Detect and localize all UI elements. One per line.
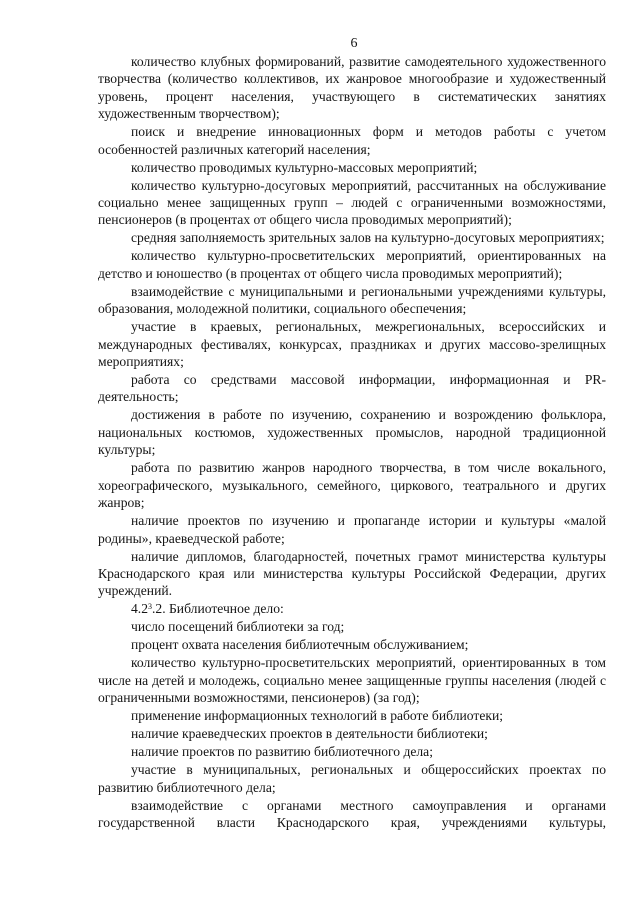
- paragraph-hall-occupancy: средняя заполняемость зрительных залов на культурно-досуговых мероприятиях;: [131, 230, 605, 246]
- paragraph-folklore: достижения в работе по изучению, сохранению и возрождению фольклора, национальных костюмов, художественных промыслов, народной традиционной культуры;: [98, 407, 606, 458]
- paragraph-library-government-cooperation: взаимодействие с органами местного самоуправления и органами государственной власти Краснодарского края, учреждениями культуры,: [98, 797, 606, 830]
- paragraph-youth-events: количество культурно-просветительских мероприятий, ориентированных на детство и юношество (в процентах от общего числа проводимых мероприятий);: [98, 248, 606, 281]
- page-number: 6: [350, 36, 358, 51]
- section-title: Библиотечное дело:: [169, 601, 284, 617]
- section-heading-library: [98, 600, 606, 617]
- paragraph-library-local-projects: наличие краеведческих проектов в деятельности библиотеки;: [131, 726, 488, 742]
- paragraph-library-project-participation: участие в муниципальных, региональных и общероссийских проектах по развитию библиотечного дела;: [98, 762, 606, 795]
- paragraph-local-history: наличие проектов по изучению и пропаганде истории и культуры «малой родины», краеведческой работе;: [98, 513, 606, 546]
- paragraph-library-coverage: процент охвата населения библиотечным обслуживанием;: [131, 637, 469, 653]
- section-number-suffix: .2.: [152, 601, 166, 617]
- paragraph-innovative-forms: поиск и внедрение инновационных форм и методов работы с учетом особенностей различных категорий населения;: [98, 124, 606, 157]
- paragraph-awards: наличие дипломов, благодарностей, почетных грамот министерства культуры Краснодарского края или министерства культуры Российской Федерации, других учреждений.: [98, 548, 606, 599]
- paragraph-library-events: количество культурно-просветительских мероприятий, ориентированных в том числе на детей и молодежь, социально менее защищенные группы населения (людей с ограниченными возможностями, пенсионеров) (за год);: [98, 655, 606, 706]
- paragraph-library-it: применение информационных технологий в работе библиотеки;: [131, 708, 504, 724]
- paragraph-library-visits: число посещений библиотеки за год;: [131, 619, 345, 635]
- paragraph-festival-participation: участие в краевых, региональных, межрегиональных, всероссийских и международных фестивалях, конкурсах, праздниках и других массово-зрелищных мероприятиях;: [98, 319, 606, 370]
- section-number-superscript: 3: [148, 602, 152, 612]
- paragraph-library-development: наличие проектов по развитию библиотечного дела;: [131, 744, 433, 760]
- paragraph-leisure-events: количество культурно-досуговых мероприятий, рассчитанных на обслуживание социально менее защищенных групп – людей с ограниченными возможностями, пенсионеров (в процентах от общего числа проводимых мероприятий);: [98, 177, 606, 228]
- paragraph-media-work: работа со средствами массовой информации, информационная и PR-деятельность;: [98, 372, 606, 405]
- paragraph-institution-cooperation: взаимодействие с муниципальными и региональными учреждениями культуры, образования, молодежной политики, социального обеспечения;: [98, 283, 606, 317]
- section-number-prefix: 4.2: [131, 601, 148, 617]
- paragraph-mass-events: количество проводимых культурно-массовых мероприятий;: [131, 159, 478, 175]
- document-page: [98, 36, 606, 831]
- paragraph-folk-genres: работа по развитию жанров народного творчества, в том числе вокального, хореографического, музыкального, семейного, циркового, театрального и других жанров;: [98, 460, 606, 511]
- paragraph-club-formations: количество клубных формирований, развитие самодеятельного художественного творчества (количество коллективов, их жанровое многообразие и художественный уровень, процент населения, участвующего в систематических занятиях художественным творчеством);: [98, 54, 606, 122]
